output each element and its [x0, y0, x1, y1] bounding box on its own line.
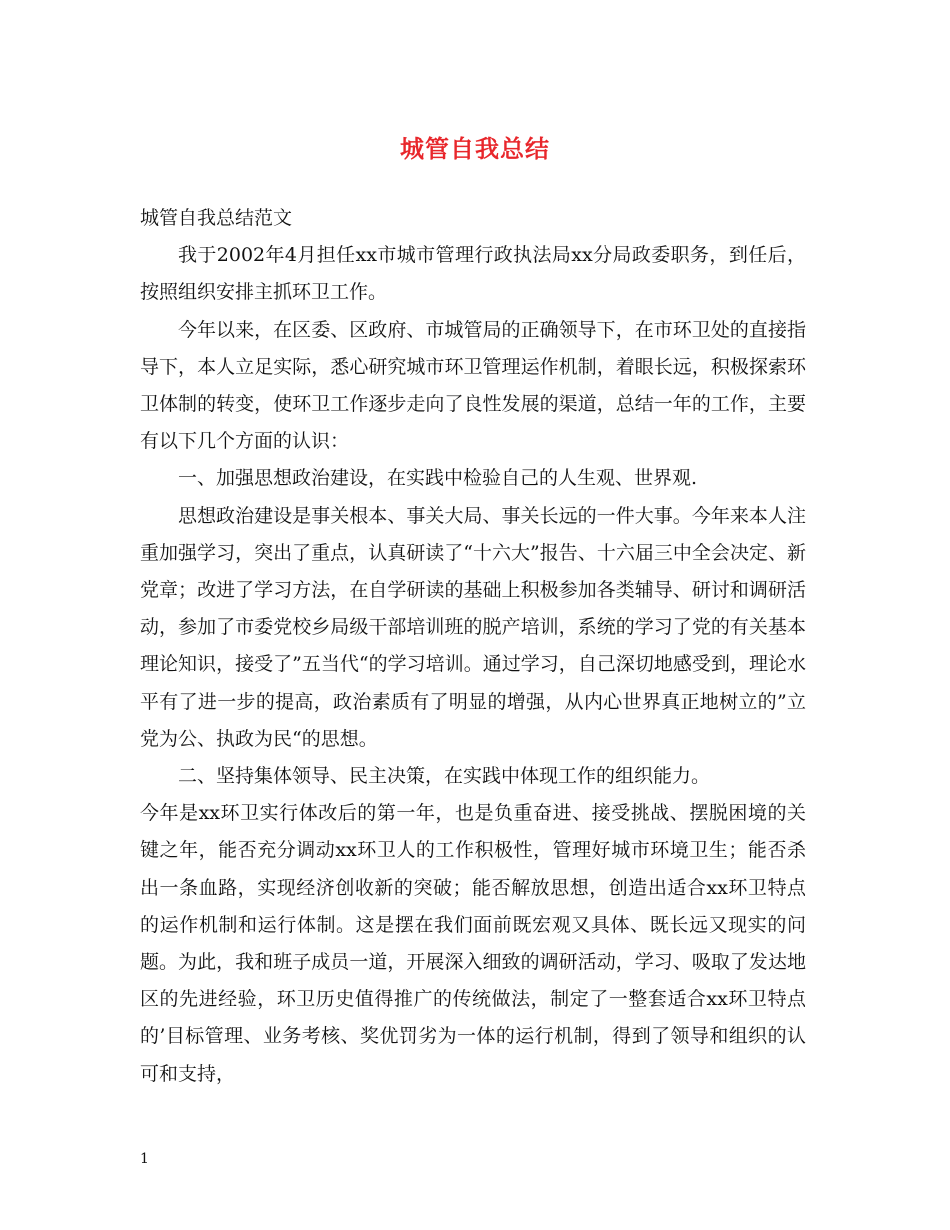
document-subtitle: 城管自我总结范文 — [140, 207, 293, 229]
section-heading: 一、加强思想政治建设，在实践中检验自己的人生观、世界观. — [178, 467, 698, 490]
page-number: 1 — [140, 1151, 149, 1167]
paragraph: 我于2002年4月担任xx市城市管理行政执法局xx分局政委职务，到任后，按照组织安排主抓环卫工作。 — [140, 244, 806, 304]
document-title: 城管自我总结 — [400, 134, 550, 163]
paragraph: 今年是xx环卫实行体改后的第一年，也是负重奋进、接受挑战、摆脱困境的关键之年，能否充分调动xx环卫人的工作积极性，管理好城市环境卫生；能否杀出一条血路，实现经济创收新的突破；能否解放思想，创造出适合xx环卫特点的运作机制和运行体制。这是摆在我们面前既宏观又具体、既长远又现实的问题。为此，我和班子成员一道，开展深入细致的调研活动，学习、吸取了发达地区的先进经验，环卫历史值得推广的传统做法，制定了一整套适合xx环卫特点的’目标管理、业务考核、奖优罚劣为一体的运行机制，得到了领导和组织的认可和支持， — [140, 802, 806, 1085]
section-heading: 二、坚持集体领导、民主决策，在实践中体现工作的组织能力。 — [178, 765, 711, 788]
paragraph: 思想政治建设是事关根本、事关大局、事关长远的一件大事。今年来本人注重加强学习，突出了重点，认真研读了“十六大”报告、十六届三中全会决定、新党章；改进了学习方法，在自学研读的基础上积极参加各类辅导、研讨和调研活动，参加了市委党校乡局级干部培训班的脱产培训，系统的学习了党的有关基本理论知识，接受了”五当代“的学习培训。通过学习，自己深切地感受到，理论水平有了进一步的提高，政治素质有了明显的增强，从内心世界真正地树立的”立党为公、执政为民“的思想。 — [140, 504, 806, 750]
document-body — [140, 200, 806, 1093]
paragraph: 今年以来，在区委、区政府、市城管局的正确领导下，在市环卫处的直接指导下，本人立足实际，悉心研究城市环卫管理运作机制，着眼长远，积极探索环卫体制的转变，使环卫工作逐步走向了良性发展的渠道，总结一年的工作，主要有以下几个方面的认识： — [140, 318, 806, 453]
